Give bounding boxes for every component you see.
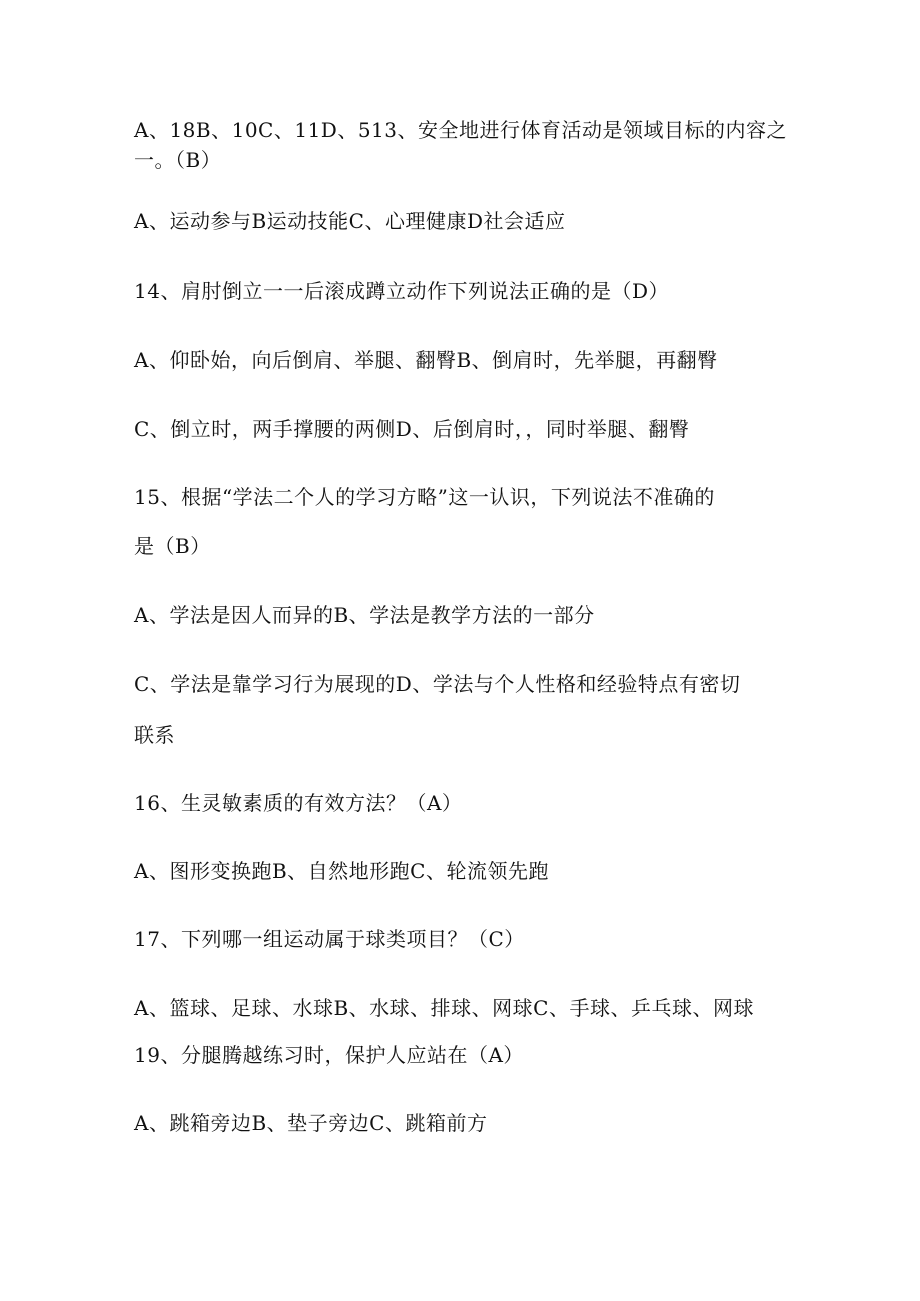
text-line-q16-options: A、图形变换跑B、自然地形跑C、轮流领先跑 [134,859,549,883]
text-line-q14-options-cd: C、倒立时，两手撑腰的两侧D、后倒肩时，，同时举腿、翻臀 [134,417,690,441]
text-line-q16-question: 16、生灵敏素质的有效方法？（A） [134,791,463,815]
text-line-q15-options-cd: C、学法是靠学习行为展现的D、学法与个人性格和经验特点有密切 [134,672,741,696]
text-line-q17-question: 17、下列哪一组运动属于球类项目？（C） [134,927,525,951]
text-line-q17-options: A、篮球、足球、水球B、水球、排球、网球C、手球、乒乓球、网球 [134,996,754,1020]
text-line-q13-answer: 一。（B） [134,148,222,172]
text-line-q19-options: A、跳箱旁边B、垫子旁边C、跳箱前方 [134,1111,488,1135]
text-line-q13-choices: A、运动参与B运动技能C、心理健康D社会适应 [134,209,566,233]
text-line-q15-question: 15、根据“学法二个人的学习方略”这一认识，下列说法不准确的 [134,485,715,509]
text-line-q14-options-ab: A、仰卧始，向后倒肩、举腿、翻臀B、倒肩时，先举腿，再翻臀 [134,348,718,372]
text-line-q13-options: A、18B、10C、11D、513、安全地进行体育活动是领域目标的内容之 [134,118,787,142]
text-line-q15-options-ab: A、学法是因人而异的B、学法是教学方法的一部分 [134,603,595,627]
text-line-q15-continuation: 联系 [134,723,175,747]
text-line-q19-question: 19、分腿腾越练习时，保护人应站在（A） [134,1043,524,1067]
text-line-q14-question: 14、肩肘倒立一一后滚成蹲立动作下列说法正确的是（D） [134,279,669,303]
text-line-q15-answer: 是（B） [134,534,211,558]
